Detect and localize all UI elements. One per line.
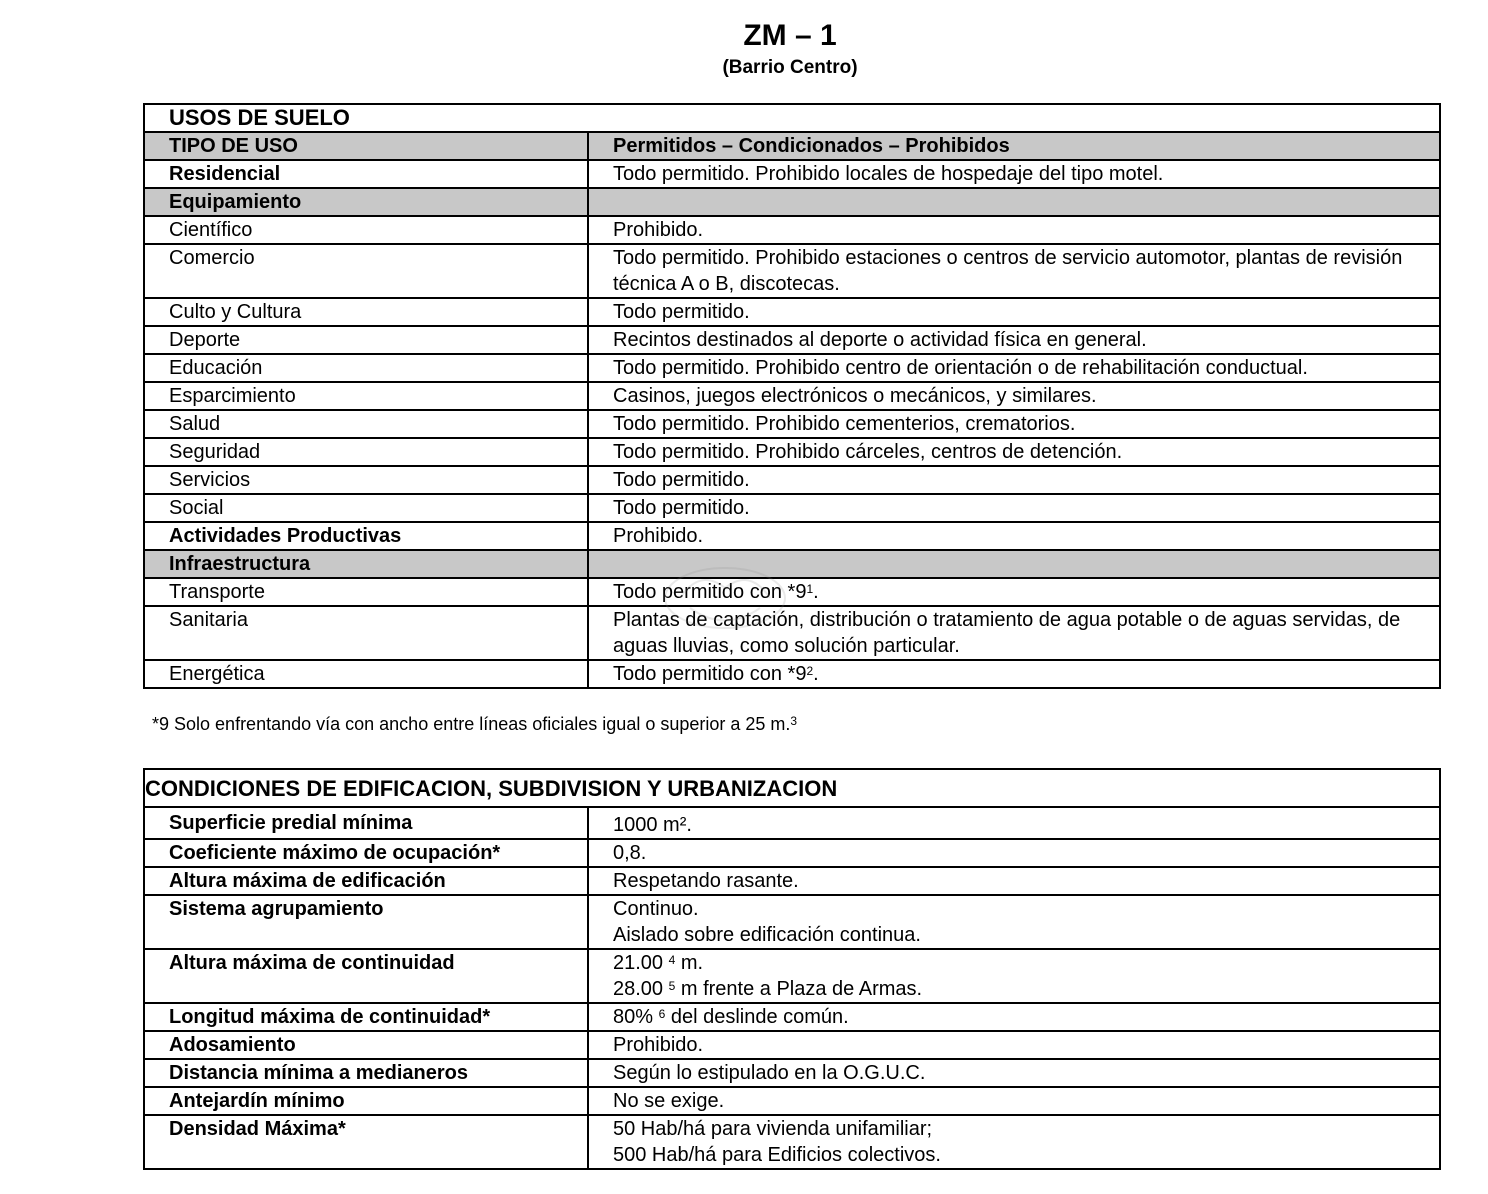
row-value: Casinos, juegos electrónicos o mecánicos, y similares. [588,382,1440,410]
row-label: Transporte [144,578,588,606]
row-label: Social [144,494,588,522]
column-header-permitidos: Permitidos – Condicionados – Prohibidos [588,132,1440,160]
row-label: Densidad Máxima* [144,1115,588,1169]
row-label: Sistema agrupamiento [144,895,588,949]
value-tail: . [813,581,819,603]
row-label: Actividades Productivas [144,522,588,550]
row-value: Todo permitido. Prohibido cárceles, centros de detención. [588,438,1440,466]
table-row [144,326,1440,354]
table-row [144,1087,1440,1115]
value-text: Todo permitido con *9 [613,581,807,603]
row-value: Prohibido. [588,216,1440,244]
table-row [144,494,1440,522]
table-row [144,949,1440,1003]
table-row [144,466,1440,494]
table-row [144,298,1440,326]
footnote-ref: 4 [668,953,676,967]
table-row [144,606,1440,660]
row-label: Científico [144,216,588,244]
row-value [588,578,1440,606]
row-label: Coeficiente máximo de ocupación* [144,839,588,867]
row-label: Educación [144,354,588,382]
row-label: Superficie predial mínima [144,807,588,839]
footnote-text: *9 Solo enfrentando vía con ancho entre líneas oficiales igual o superior a 25 m. [152,714,791,734]
footnote [152,712,797,736]
row-label: Residencial [144,160,588,188]
row-label: Servicios [144,466,588,494]
section-row-equipamiento [144,188,1440,216]
table-row [144,216,1440,244]
row-label: Distancia mínima a medianeros [144,1059,588,1087]
row-label: Comercio [144,244,588,298]
value-text: Todo permitido con *9 [613,663,807,685]
row-value: 0,8. [588,839,1440,867]
footnote-ref: 5 [668,979,676,993]
table-row [144,382,1440,410]
row-label: Esparcimiento [144,382,588,410]
row-label: Altura máxima de edificación [144,867,588,895]
row-value [588,188,1440,216]
footnote-ref: 2 [806,664,814,678]
section-label: Equipamiento [144,188,588,216]
table-row [144,1003,1440,1031]
value-line: 50 Hab/há para vivienda unifamiliar; [613,1118,933,1140]
condiciones-table [143,768,1441,1170]
table-row [144,1031,1440,1059]
row-label: Salud [144,410,588,438]
table-row [144,807,1440,839]
row-value: Todo permitido. [588,494,1440,522]
table-row [144,354,1440,382]
row-label: Longitud máxima de continuidad* [144,1003,588,1031]
page-title: ZM – 1 [743,19,837,52]
table-row [144,895,1440,949]
section-row-infraestructura [144,550,1440,578]
row-value: Según lo estipulado en la O.G.U.C. [588,1059,1440,1087]
value-line: 21.00 $^4$ m. [613,952,704,974]
row-value: 80% $^6$ del deslinde común. [588,1003,1440,1031]
row-value [588,660,1440,688]
section-label: Infraestructura [144,550,588,578]
row-value: Recintos destinados al deporte o actividad física en general. [588,326,1440,354]
column-header-tipo: TIPO DE USO [144,132,588,160]
table-row [144,1059,1440,1087]
row-value: Todo permitido. Prohibido centro de orientación o de rehabilitación conductual. [588,354,1440,382]
usos-table-title: USOS DE SUELO [144,104,1440,132]
value-line: 500 Hab/há para Edificios colectivos. [613,1144,941,1166]
row-value: Todo permitido. [588,466,1440,494]
row-label: Seguridad [144,438,588,466]
row-value: Prohibido. [588,522,1440,550]
row-label: Energética [144,660,588,688]
table-row [144,1115,1440,1169]
table-row [144,578,1440,606]
row-value: Todo permitido. Prohibido cementerios, crematorios. [588,410,1440,438]
condiciones-table-title: CONDICIONES DE EDIFICACION, SUBDIVISION Y URBANIZACION [144,769,1440,807]
row-value: Todo permitido. [588,298,1440,326]
row-label: Deporte [144,326,588,354]
table-row [144,438,1440,466]
page-subtitle: (Barrio Centro) [722,57,858,78]
table-row [144,160,1440,188]
table-row [144,244,1440,298]
footnote-ref: 3 [790,714,798,728]
row-label: Sanitaria [144,606,588,660]
row-value: Todo permitido. Prohibido estaciones o centros de servicio automotor, plantas de revisión técnica A o B, discotecas. [588,244,1440,298]
table-row [144,839,1440,867]
row-value: Plantas de captación, distribución o tratamiento de agua potable o de aguas servidas, de aguas lluvias, como solución particular. [588,606,1440,660]
row-value: No se exige. [588,1087,1440,1115]
row-value: 1000 m². [588,807,1440,839]
table-row [144,867,1440,895]
row-value: Prohibido. [588,1031,1440,1059]
row-value: Respetando rasante. [588,867,1440,895]
row-value: Todo permitido. Prohibido locales de hospedaje del tipo motel. [588,160,1440,188]
row-value [588,895,1440,949]
value-line: Aislado sobre edificación continua. [613,924,921,946]
row-label: Adosamiento [144,1031,588,1059]
value-tail: . [813,663,819,685]
table-row [144,660,1440,688]
value-line: Continuo. [613,898,699,920]
usos-de-suelo-table [143,103,1441,689]
row-label: Culto y Cultura [144,298,588,326]
row-value [588,550,1440,578]
footnote-ref: 1 [806,582,814,596]
row-label: Antejardín mínimo [144,1087,588,1115]
table-row [144,410,1440,438]
value-line: 28.00 $^5$ m frente a Plaza de Armas. [613,978,923,1000]
footnote-ref: 6 [658,1007,666,1021]
row-label: Altura máxima de continuidad [144,949,588,1003]
row-value [588,1115,1440,1169]
row-value [588,949,1440,1003]
table-row [144,522,1440,550]
